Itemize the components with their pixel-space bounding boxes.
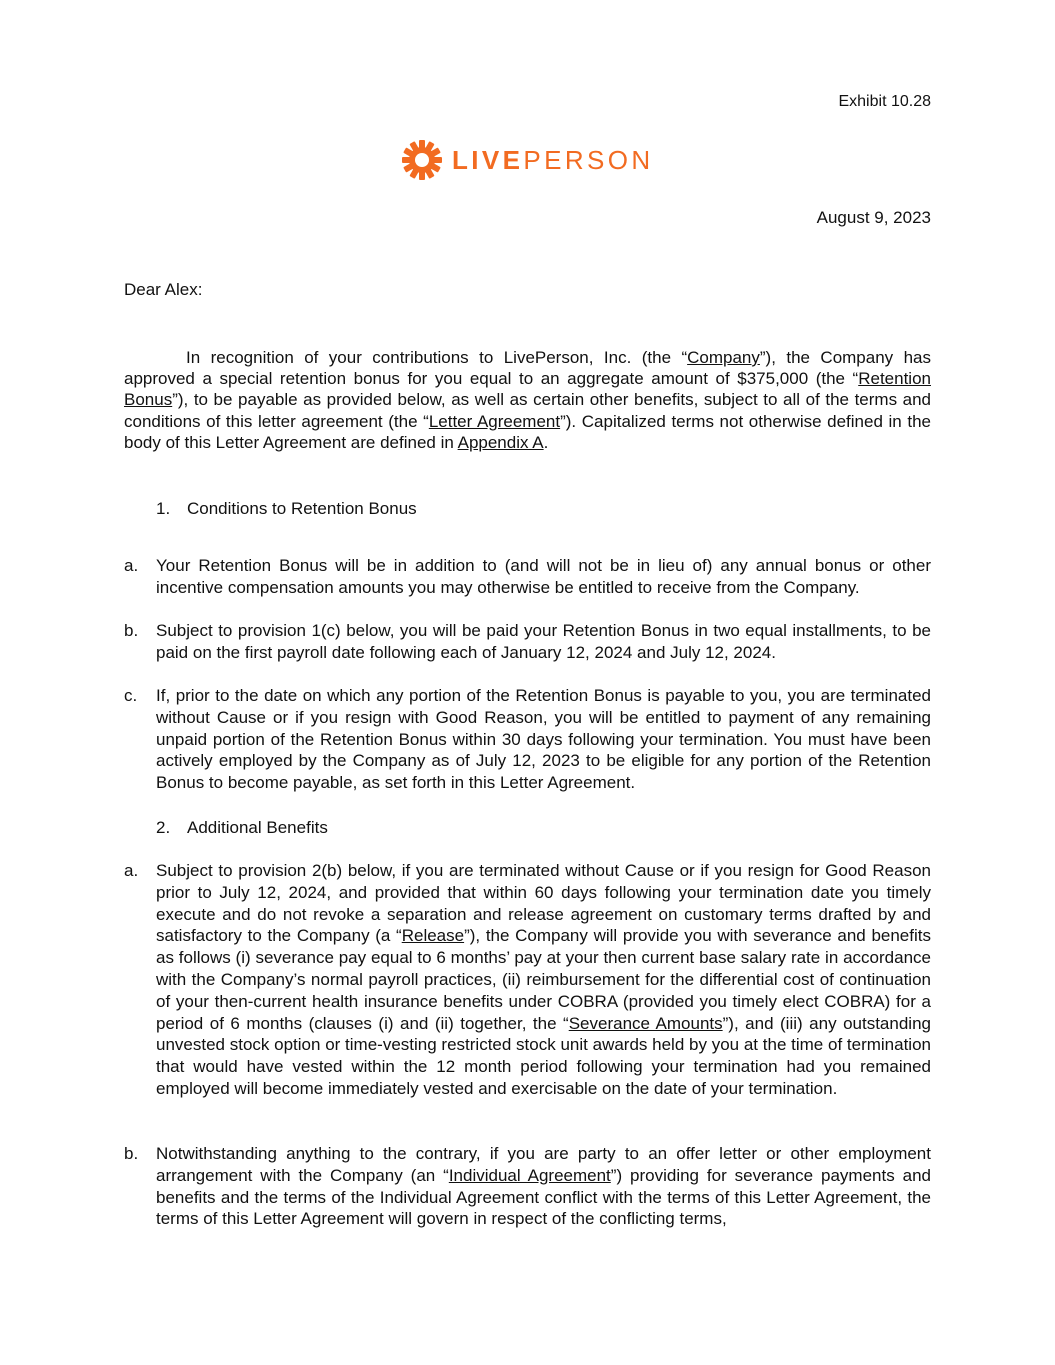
section-2-item-a: a. Subject to provision 2(b) below, if you are terminated without Cause or if you resign for Good Reason prior to July 12, 2024, and provided that within 60 days following your termination date you timely execute and do not revoke a separation and release agreement on customary terms drafted by and satisfactory to the Company (a “Release”), the Company will provide you with severance and benefits as follows (i) severance pay equal to 6 months’ pay at your then current base salary rate in accordance with the Company’s normal payroll practices, (ii) reimbursement for the differential cost of continuation of your then-current health insurance benefits under COBRA (provided you timely elect COBRA) for a period of 6 months (clauses (i) and (ii) together, the “Severance Amounts”), and (iii) any outstanding unvested stock option or time-vesting restricted stock unit awards held by you at the time of termination that would have vested within the 12 month period following your termination had you remained employed will become immediately vested and exercisable on the date of your termination. [124, 861, 931, 1098]
section-1-heading: 1. Conditions to Retention Bonus [156, 499, 417, 518]
term-retention-bonus: Retention Bonus [124, 369, 931, 410]
logo-bold-part: LIVE [452, 144, 524, 175]
section-1-item-c: c. If, prior to the date on which any portion of the Retention Bonus is payable to you, you are terminated without Cause or if you resign with Good Reason, you will be entitled to payment of any remaining unpaid portion of the Retention Bonus within 30 days following your termination. You must have been actively employed by the Company as of July 12, 2023 to be eligible for any portion of the Retention Bonus to become payable, as set forth in this Letter Agreement. [124, 686, 931, 793]
term-appendix-a: Appendix A [457, 432, 544, 452]
letter-date: August 9, 2023 [816, 208, 931, 227]
term-letter-agreement: Letter Agreement [428, 411, 561, 431]
exhibit-label: Exhibit 10.28 [838, 93, 931, 110]
term-release: Release [401, 926, 465, 946]
liveperson-logo [402, 138, 654, 182]
sun-gear-icon [402, 140, 442, 180]
term-severance-amounts: Severance Amounts [568, 1013, 723, 1033]
term-company: Company [687, 348, 760, 367]
section-1-item-a: a. Your Retention Bonus will be in addition to (and will not be in lieu of) any annual bonus or other incentive compensation amounts you may otherwise be entitled to receive from the Company. [124, 556, 931, 597]
term-individual-agreement: Individual Agreement [448, 1165, 611, 1185]
intro-paragraph: In recognition of your contributions to LivePerson, Inc. (the “Company”), the Company has approved a special retention bonus for you equal to an aggregate amount of $375,000 (the “Retention Bonus”), to be payable as provided below, as well as certain other benefits, subject to all of the terms and conditions of this letter agreement (the “Letter Agreement”). Capitalized terms not otherwise defined in the body of this Letter Agreement are defined in Appendix A. [124, 348, 932, 452]
section-1-item-b: b. Subject to provision 1(c) below, you will be paid your Retention Bonus in two equal installments, to be paid on the first payroll date following each of January 12, 2024 and July 12, 2024. [124, 621, 931, 662]
logo-light-part: PERSON [523, 144, 654, 175]
section-2-item-b: b. Notwithstanding anything to the contrary, if you are party to an offer letter or other employment arrangement with the Company (an “Individual Agreement”) providing for severance payments and benefits and the terms of the Individual Agreement conflict with the terms of this Letter Agreement, the terms of this Letter Agreement will govern in respect of the conflicting terms, [124, 1144, 931, 1229]
section-2-heading: 2. Additional Benefits [156, 818, 328, 837]
salutation: Dear Alex: [124, 280, 203, 299]
logo-wordmark [452, 145, 654, 176]
